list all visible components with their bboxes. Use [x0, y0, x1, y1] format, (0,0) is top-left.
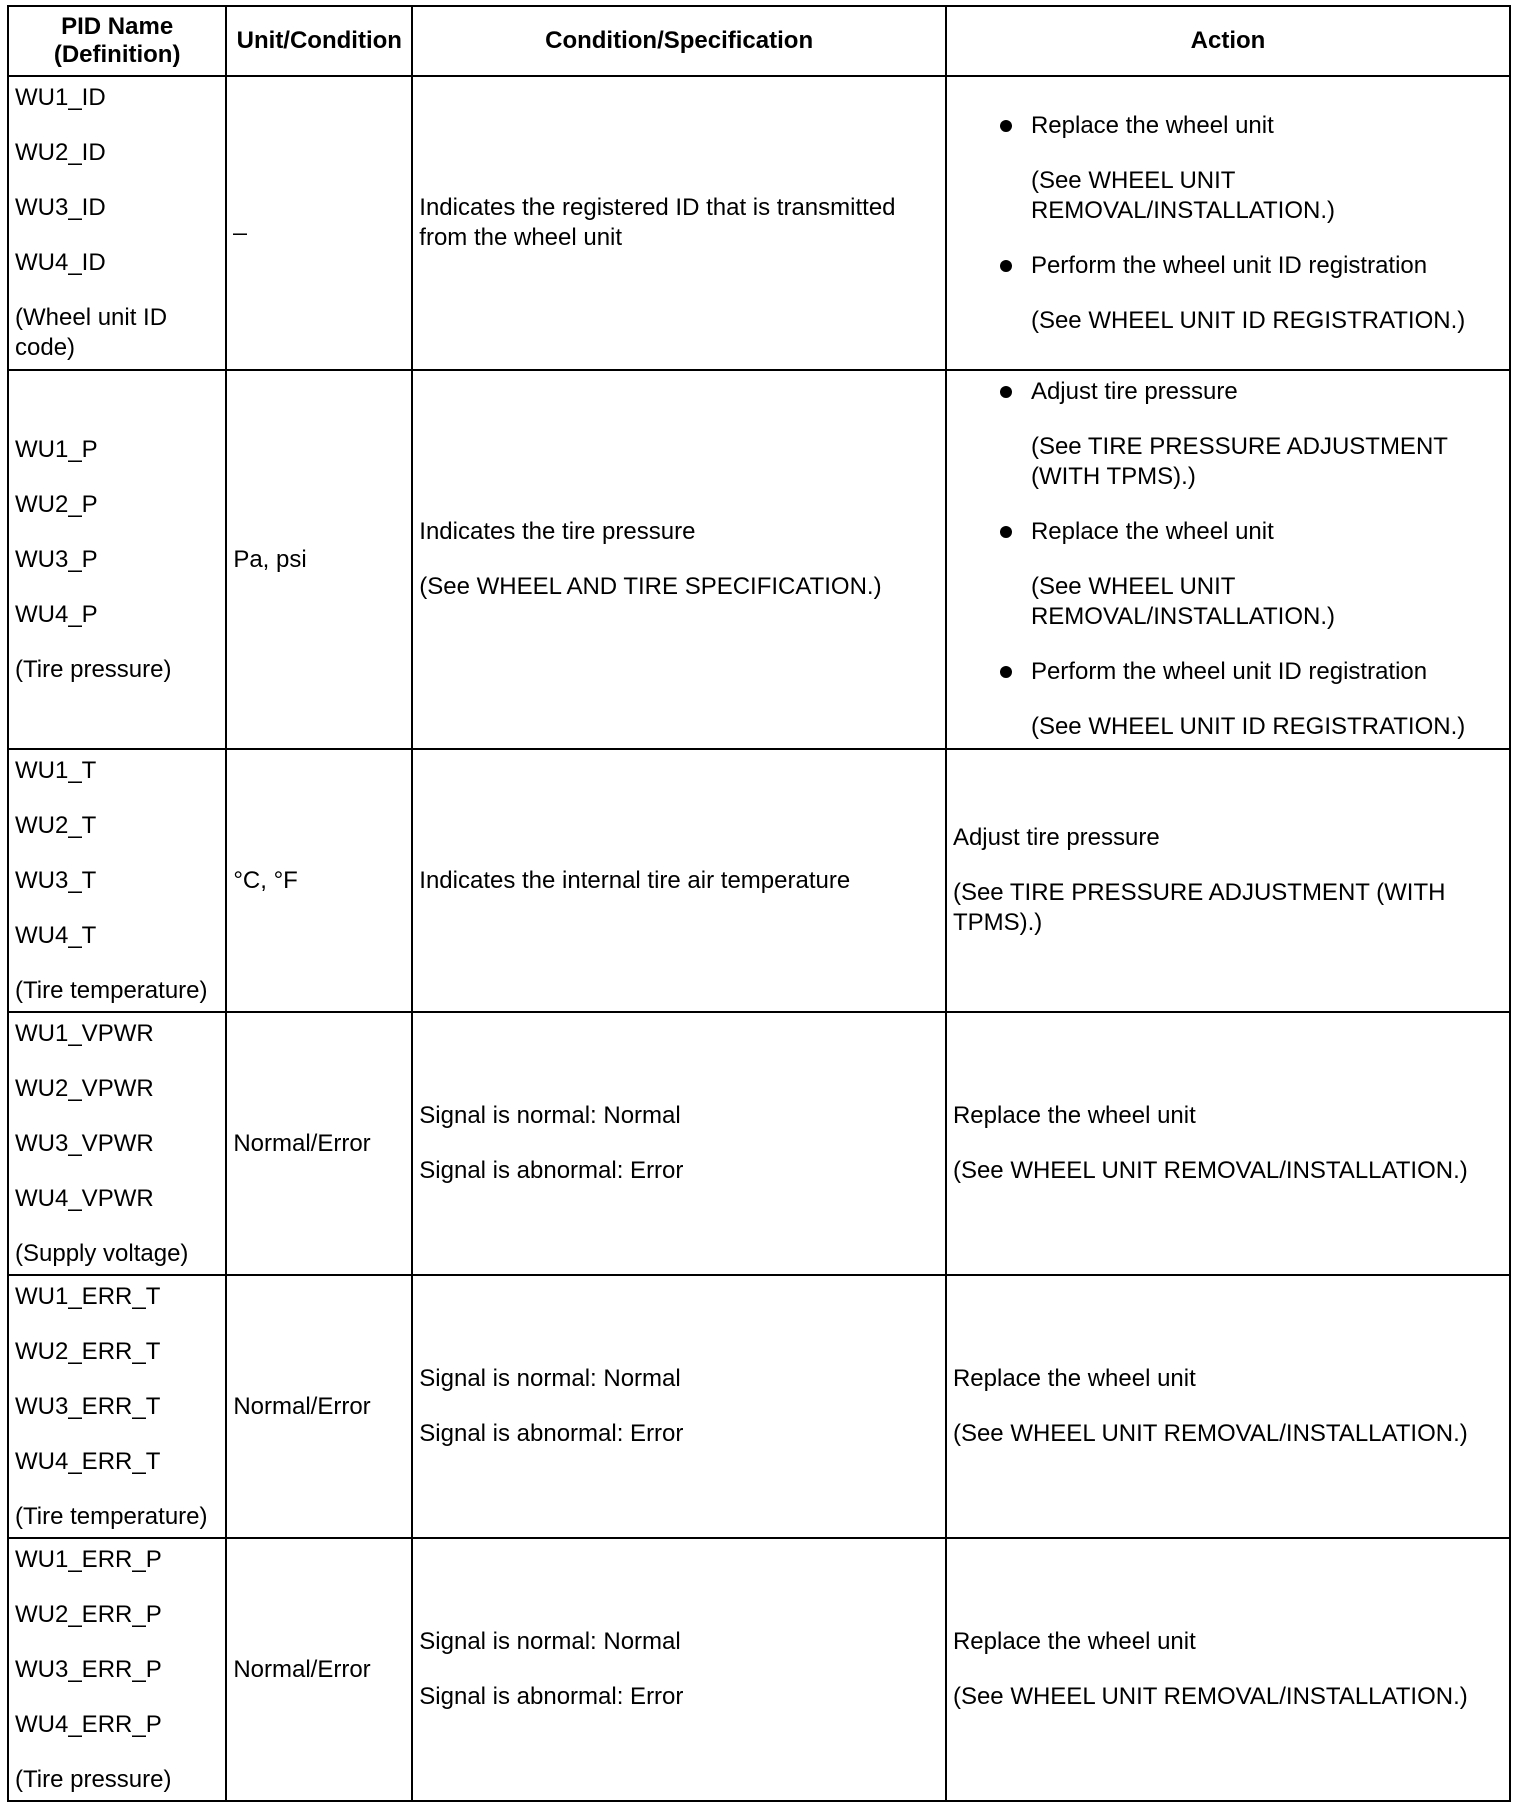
action-text: Replace the wheel unit [952, 1628, 1196, 1655]
pid-name: WU2_VPWR [15, 1074, 154, 1102]
action-item [953, 111, 1503, 226]
pid-definition: (Tire temperature) [15, 1502, 208, 1530]
spec-text: Signal is normal: Normal [419, 1102, 681, 1129]
pid-definition: (Wheel unit ID code) [15, 304, 168, 361]
unit-cell: Normal/Error [226, 1012, 412, 1275]
pid-cell [8, 1012, 226, 1275]
spec-cell [412, 76, 946, 370]
table-row [8, 76, 1510, 370]
pid-cell [8, 1275, 226, 1538]
table-row [8, 1538, 1510, 1801]
spec-text: Signal is abnormal: Error [419, 1420, 684, 1447]
spec-text: Signal is abnormal: Error [419, 1683, 684, 1710]
header-row [8, 6, 1510, 76]
action-item [953, 517, 1503, 632]
table-row [8, 1275, 1510, 1538]
unit-cell: °C, °F [226, 749, 412, 1012]
action-item [953, 251, 1503, 336]
pid-name: WU1_ERR_P [15, 1545, 162, 1573]
pid-name: WU2_P [15, 490, 98, 518]
spec-text: Indicates the internal tire air temperature [419, 866, 851, 894]
action-reference: (See WHEEL UNIT ID REGISTRATION.) [1030, 713, 1466, 740]
header-spec: Condition/Specification [412, 6, 946, 76]
pid-name: WU1_ID [15, 84, 106, 111]
bullet-icon [1000, 120, 1012, 132]
bullet-icon [1000, 526, 1012, 538]
pid-name: WU1_VPWR [15, 1019, 154, 1047]
action-cell [946, 1538, 1510, 1801]
action-text: Perform the wheel unit ID registration [1030, 658, 1428, 685]
pid-name: WU4_P [15, 600, 98, 628]
action-text: Adjust tire pressure [952, 824, 1160, 851]
pid-name: WU1_ERR_T [15, 1282, 161, 1310]
table-row [8, 370, 1510, 749]
pid-cell [8, 749, 226, 1012]
unit-cell: Pa, psi [226, 370, 412, 749]
pid-definition: (Tire pressure) [15, 1765, 172, 1793]
action-list [953, 111, 1503, 336]
action-cell [946, 370, 1510, 749]
pid-name: WU3_T [15, 866, 97, 894]
action-text: Adjust tire pressure [1030, 378, 1238, 405]
pid-table [7, 5, 1511, 1802]
spec-text: Signal is normal: Normal [419, 1365, 681, 1392]
action-reference: (See WHEEL UNIT REMOVAL/INSTALLATION.) [952, 1157, 1468, 1184]
pid-name: WU4_ERR_T [15, 1447, 161, 1475]
unit-cell: Normal/Error [226, 1275, 412, 1538]
pid-definition: (Tire pressure) [15, 655, 172, 683]
action-item [953, 377, 1503, 492]
header-action: Action [946, 6, 1510, 76]
pid-name: WU1_P [15, 435, 98, 463]
bullet-icon [1000, 666, 1012, 678]
pid-name: WU2_ERR_P [15, 1600, 162, 1628]
action-reference: (See WHEEL UNIT REMOVAL/INSTALLATION.) [1030, 166, 1336, 224]
action-text: Replace the wheel unit [952, 1365, 1196, 1392]
spec-text: Indicates the tire pressure [419, 518, 696, 545]
spec-cell [412, 370, 946, 749]
action-reference: (See TIRE PRESSURE ADJUSTMENT (WITH TPMS).) [1030, 433, 1448, 490]
action-reference: (See TIRE PRESSURE ADJUSTMENT (WITH TPMS).) [952, 879, 1446, 936]
action-text: Perform the wheel unit ID registration [1030, 251, 1428, 279]
pid-name: WU3_ERR_P [15, 1655, 162, 1683]
action-cell [946, 749, 1510, 1012]
header-unit: Unit/Condition [226, 6, 412, 76]
pid-name: WU2_ERR_T [15, 1337, 161, 1365]
action-reference: (See WHEEL UNIT REMOVAL/INSTALLATION.) [952, 1420, 1468, 1447]
pid-name: WU4_ID [15, 249, 106, 276]
pid-name: WU3_ERR_T [15, 1392, 161, 1420]
unit-cell: Normal/Error [226, 1538, 412, 1801]
spec-text: Signal is abnormal: Error [419, 1157, 684, 1184]
bullet-icon [1000, 386, 1012, 398]
pid-cell [8, 76, 226, 370]
spec-text: Indicates the registered ID that is transmitted from the wheel unit [419, 194, 896, 251]
action-cell [946, 1012, 1510, 1275]
pid-name: WU2_T [15, 811, 97, 839]
header-pid: PID Name (Definition) [8, 6, 226, 76]
action-reference: (See WHEEL UNIT REMOVAL/INSTALLATION.) [952, 1683, 1468, 1710]
pid-cell [8, 1538, 226, 1801]
action-list [953, 377, 1503, 742]
action-text: Replace the wheel unit [952, 1102, 1196, 1129]
unit-cell: _ [226, 76, 412, 370]
action-cell [946, 1275, 1510, 1538]
spec-reference: (See WHEEL AND TIRE SPECIFICATION.) [419, 573, 882, 600]
pid-name: WU4_VPWR [15, 1184, 154, 1212]
pid-name: WU3_VPWR [15, 1129, 154, 1157]
bullet-icon [1000, 260, 1012, 272]
action-item [953, 657, 1503, 742]
spec-cell [412, 1538, 946, 1801]
action-text: Replace the wheel unit [1030, 111, 1274, 139]
pid-name: WU3_P [15, 545, 98, 573]
action-reference: (See WHEEL UNIT ID REGISTRATION.) [1030, 306, 1466, 334]
pid-cell [8, 370, 226, 749]
table-row [8, 1012, 1510, 1275]
pid-definition: (Supply voltage) [15, 1239, 189, 1267]
pid-name: WU2_ID [15, 139, 106, 166]
pid-name: WU4_T [15, 921, 97, 949]
action-cell [946, 76, 1510, 370]
table-row [8, 749, 1510, 1012]
spec-cell [412, 749, 946, 1012]
spec-text: Signal is normal: Normal [419, 1628, 681, 1655]
action-text: Replace the wheel unit [1030, 518, 1274, 545]
pid-name: WU3_ID [15, 194, 106, 221]
pid-definition: (Tire temperature) [15, 976, 208, 1004]
spec-cell [412, 1275, 946, 1538]
pid-name: WU4_ERR_P [15, 1710, 162, 1738]
pid-name: WU1_T [15, 756, 97, 784]
action-reference: (See WHEEL UNIT REMOVAL/INSTALLATION.) [1030, 573, 1336, 630]
spec-cell [412, 1012, 946, 1275]
